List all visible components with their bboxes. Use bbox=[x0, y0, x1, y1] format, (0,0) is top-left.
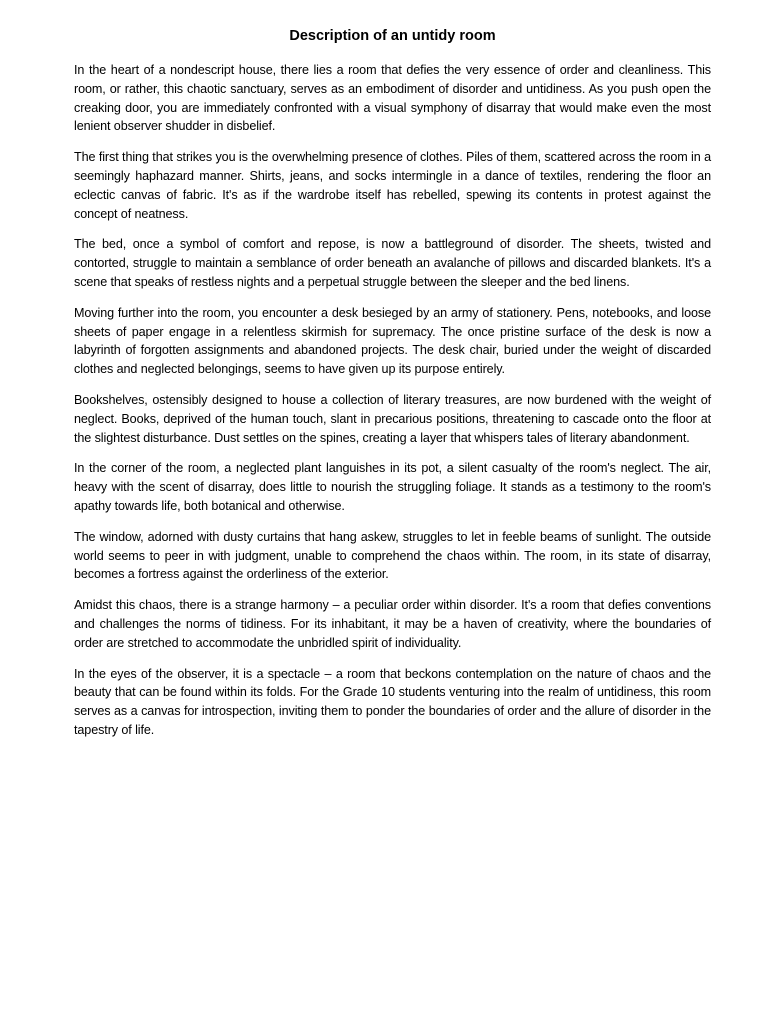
paragraph-8: Amidst this chaos, there is a strange harmony – a peculiar order within disorder. It's a room that defies conventions and challenges the norms of tidiness. For its inhabitant, it may be a haven of creativity, where the boundaries of order are stretched to accommodate the unbridled spirit of individuality. bbox=[74, 598, 711, 650]
paragraph-1: In the heart of a nondescript house, there lies a room that defies the very essence of order and cleanliness. This room, or rather, this chaotic sanctuary, serves as an embodiment of disorder and untidiness. As you push open the creaking door, you are immediately confronted with a visual symphony of disarray that would make even the most lenient observer shudder in disbelief. bbox=[74, 63, 711, 134]
paragraph-4: Moving further into the room, you encounter a desk besieged by an army of stationery. Pens, notebooks, and loose sheets of paper engage in a relentless skirmish for supremacy. The once pristine surface of the desk is now a labyrinth of forgotten assignments and abandoned projects. The desk chair, buried under the weight of discarded clothes and neglected belongings, seems to have given up its purpose entirely. bbox=[74, 305, 711, 377]
paragraph-5: Bookshelves, ostensibly designed to house a collection of literary treasures, are now burdened with the weight of neglect. Books, deprived of the human touch, slant in precarious positions, threatening to cascade onto the floor at the slightest disturbance. Dust settles on the spines, creating a layer that whispers tales of literary abandonment. bbox=[74, 392, 711, 445]
paragraph-7: The window, adorned with dusty curtains that hang askew, struggles to let in feeble beams of sunlight. The outside world seems to peer in with judgment, unable to comprehend the chaos within. The room, in its state of disarray, becomes a fortress against the orderliness of the exterior. bbox=[74, 529, 711, 582]
paragraph-2: The first thing that strikes you is the overwhelming presence of clothes. Piles of them, scattered across the room in a seemingly haphazard manner. Shirts, jeans, and socks intermingle in a dance of textiles, rendering the floor an eclectic canvas of fabric. It's as if the wardrobe itself has rebelled, spewing its contents in protest against the concept of neatness. bbox=[74, 150, 711, 221]
document-body bbox=[74, 61, 711, 740]
paragraph-6: In the corner of the room, a neglected plant languishes in its pot, a silent casualty of the room's neglect. The air, heavy with the scent of disarray, does little to nourish the struggling foliage. It stands as a testimony to the room's apathy towards life, both botanical and otherwise. bbox=[74, 461, 711, 513]
document-title: Description of an untidy room bbox=[289, 28, 496, 44]
paragraph-3: The bed, once a symbol of comfort and repose, is now a battleground of disorder. The sheets, twisted and contorted, struggle to maintain a semblance of order beneath an avalanche of pillows and discarded blankets. It's a scene that speaks of restless nights and a perpetual struggle between the sleeper and the bed linens. bbox=[74, 237, 711, 289]
document-page bbox=[74, 0, 711, 752]
paragraph-9: In the eyes of the observer, it is a spectacle – a room that beckons contemplation on the nature of chaos and the beauty that can be found within its folds. For the Grade 10 students venturing into the realm of untidiness, this room serves as a canvas for introspection, inviting them to ponder the boundaries of order and the allure of disorder in the tapestry of life. bbox=[74, 666, 711, 737]
